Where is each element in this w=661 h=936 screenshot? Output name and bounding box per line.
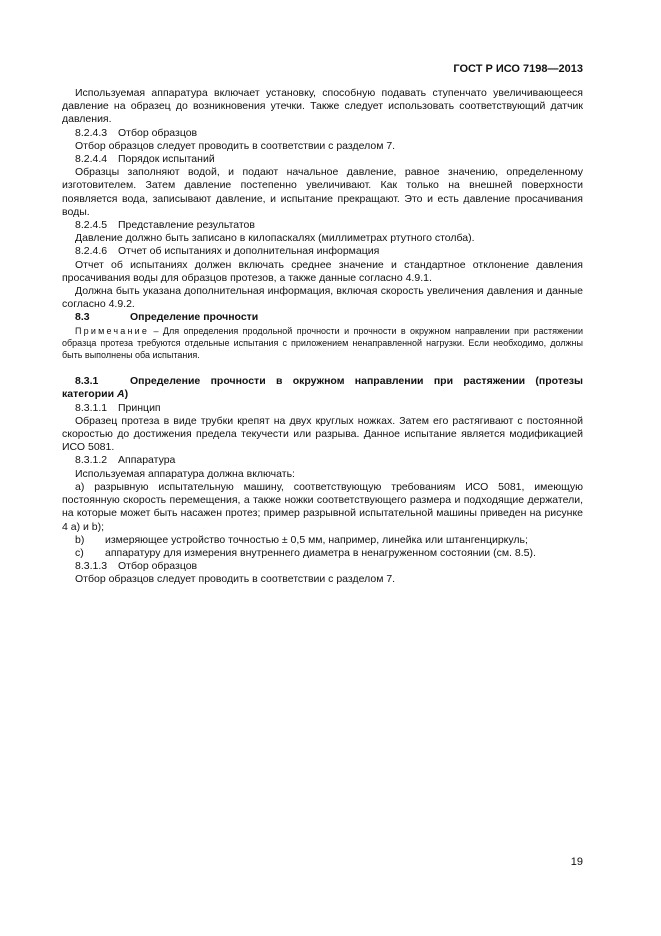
section-title: Порядок испытаний xyxy=(118,153,215,166)
section-number: 8.3 xyxy=(75,311,90,324)
paragraph: Отбор образцов следует проводить в соответствии с разделом 7. xyxy=(75,139,396,152)
section-heading-8-2-4-5 xyxy=(62,219,583,232)
section-title: Аппаратура xyxy=(118,454,176,467)
section-number: 8.2.4.4 xyxy=(75,153,108,166)
section-heading-8-2-4-6 xyxy=(62,245,583,258)
section-number: 8.3.1.3 xyxy=(75,560,108,573)
section-title: Представление результатов xyxy=(118,219,255,232)
paragraph: Отчет об испытаниях должен включать среднее значение и стандартное отклонение давления просачивания воды для образцов протезов, а также данные согласно 4.9.1. xyxy=(62,258,583,284)
paragraph: Используемая аппаратура включает установку, способную подавать ступенчато увеличивающееся давление на образец до возникновения утечки. Также следует использовать соответствующий датчик давления. xyxy=(62,87,583,126)
note-text: – Для определения продольной прочности и прочности в окружном направлении при растяжении образца протеза требуются отдельные испытания с приложением ненаправленной нагрузки. Если необходимо, должны быть выполнены оба испытания. xyxy=(62,325,583,361)
section-number: 8.2.4.5 xyxy=(75,219,108,232)
list-item-b xyxy=(62,534,583,547)
list-text: измеряющее устройство точностью ± 0,5 мм, например, линейка или штангенциркуль; xyxy=(105,533,528,546)
section-number: 8.2.4.3 xyxy=(75,126,108,139)
section-number: 8.2.4.6 xyxy=(75,245,108,258)
section-heading-8-2-4-3 xyxy=(62,127,583,140)
note xyxy=(62,325,583,362)
section-number: 8.3.1 xyxy=(75,375,99,388)
section-heading-8-3-1-1 xyxy=(62,402,583,415)
section-title: Определение прочности в окружном направлении при растяжении (протезы категории xyxy=(62,375,583,401)
paragraph: Используемая аппаратура должна включать: xyxy=(75,467,295,480)
paragraph: Образец протеза в виде трубки крепят на двух круглых ножках. Затем его растягивают с постоянной скоростью до достижения предела текучести или разрыва. Данное испытание является модификацией ИСО 5081. xyxy=(62,414,583,454)
section-title: Отбор образцов xyxy=(118,126,198,139)
page-number: 19 xyxy=(570,856,583,868)
list-text: аппаратуру для измерения внутреннего диаметра в ненагруженном состоянии (см. 8.5). xyxy=(105,546,536,559)
section-heading-8-3-1-3 xyxy=(62,560,583,573)
paragraph: Должна быть указана дополнительная информация, включая скорость увеличения давления и данные согласно 4.9.2. xyxy=(62,285,583,311)
paragraph: Давление должно быть записано в килопаскалях (миллиметрах ртутного столба). xyxy=(75,232,475,245)
paragraph: Образцы заполняют водой, и подают начальное давление, равное значению, определенному изготовителем. Затем давление постепенно увеличивают. Как только на внешней поверхности появляется вода, записывают давление, и испытание прекращают. Это и есть давление просачивания воды. xyxy=(62,166,583,218)
spacer xyxy=(62,361,583,375)
note-label: Примечание xyxy=(75,325,150,336)
section-number: 8.3.1.2 xyxy=(75,454,108,467)
list-item-c xyxy=(62,547,583,560)
section-heading-8-3-1-2 xyxy=(62,454,583,467)
section-heading-8-2-4-4 xyxy=(62,153,583,166)
section-title-close: ) xyxy=(124,388,129,401)
section-number: 8.3.1.1 xyxy=(75,401,108,414)
section-heading-8-3 xyxy=(62,311,583,324)
section-heading-8-3-1 xyxy=(62,375,583,401)
document-body xyxy=(62,87,583,587)
list-label: c) xyxy=(75,546,84,559)
list-item-a: a) разрывную испытательную машину, соответствующую требованиям ИСО 5081, имеющую постоянную скорость перемещения, а также ножки соответствующего размера и подходящие держатели, на которые может быть насажен протез; пример разрывной испытательной машины приведен на рисунке 4 а) и b); xyxy=(62,480,583,533)
section-title: Определение прочности xyxy=(130,311,259,324)
section-title: Принцип xyxy=(118,401,161,414)
list-label: b) xyxy=(75,533,85,546)
section-title: Отчет об испытаниях и дополнительная информация xyxy=(118,245,380,258)
standard-header: ГОСТ Р ИСО 7198—2013 xyxy=(453,63,583,75)
category-letter: A xyxy=(116,388,125,401)
section-title: Отбор образцов xyxy=(118,560,198,573)
paragraph: Отбор образцов следует проводить в соответствии с разделом 7. xyxy=(75,573,396,586)
